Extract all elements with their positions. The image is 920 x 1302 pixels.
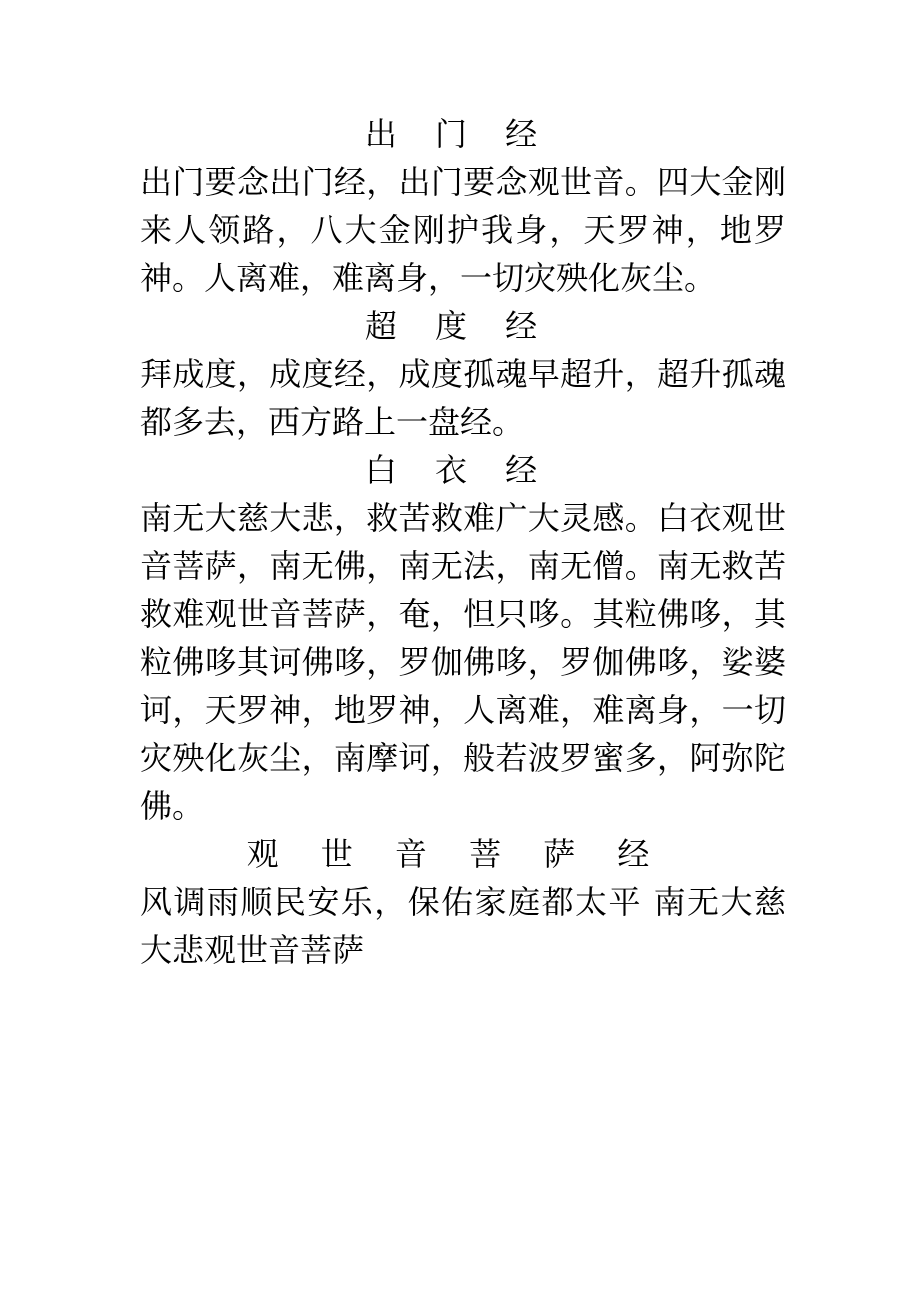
section-chumen-jing [140,110,786,302]
section-chaodu-jing [140,302,786,446]
section-body: 出门要念出门经，出门要念观世音。四大金刚来人领路，八大金刚护我身，天罗神，地罗神。人离难，难离身，一切灾殃化灰尘。 [140,163,786,297]
document-page [140,110,786,974]
section-guanshiyin-jing [140,830,786,974]
section-title: 出 门 经 [364,115,552,153]
section-title: 超 度 经 [364,307,552,345]
section-body: 拜成度，成度经，成度孤魂早超升，超升孤魂都多去，西方路上一盘经。 [140,355,786,441]
section-baiyi-jing [140,446,786,830]
section-title: 观 世 音 菩 萨 经 [246,835,666,873]
section-body: 南无大慈大悲，救苦救难广大灵感。白衣观世音菩萨，南无佛，南无法，南无僧。南无救苦救难观世音菩萨，奄，怛只哆。其粒佛哆，其粒佛哆其诃佛哆，罗伽佛哆，罗伽佛哆，娑婆诃，天罗神，地罗神，人离难，难离身，一切灾殃化灰尘，南摩诃，般若波罗蜜多，阿弥陀佛。 [140,499,786,825]
section-title: 白 衣 经 [364,451,552,489]
section-body: 风调雨顺民安乐，保佑家庭都太平 南无大慈大悲观世音菩萨 [140,883,786,969]
